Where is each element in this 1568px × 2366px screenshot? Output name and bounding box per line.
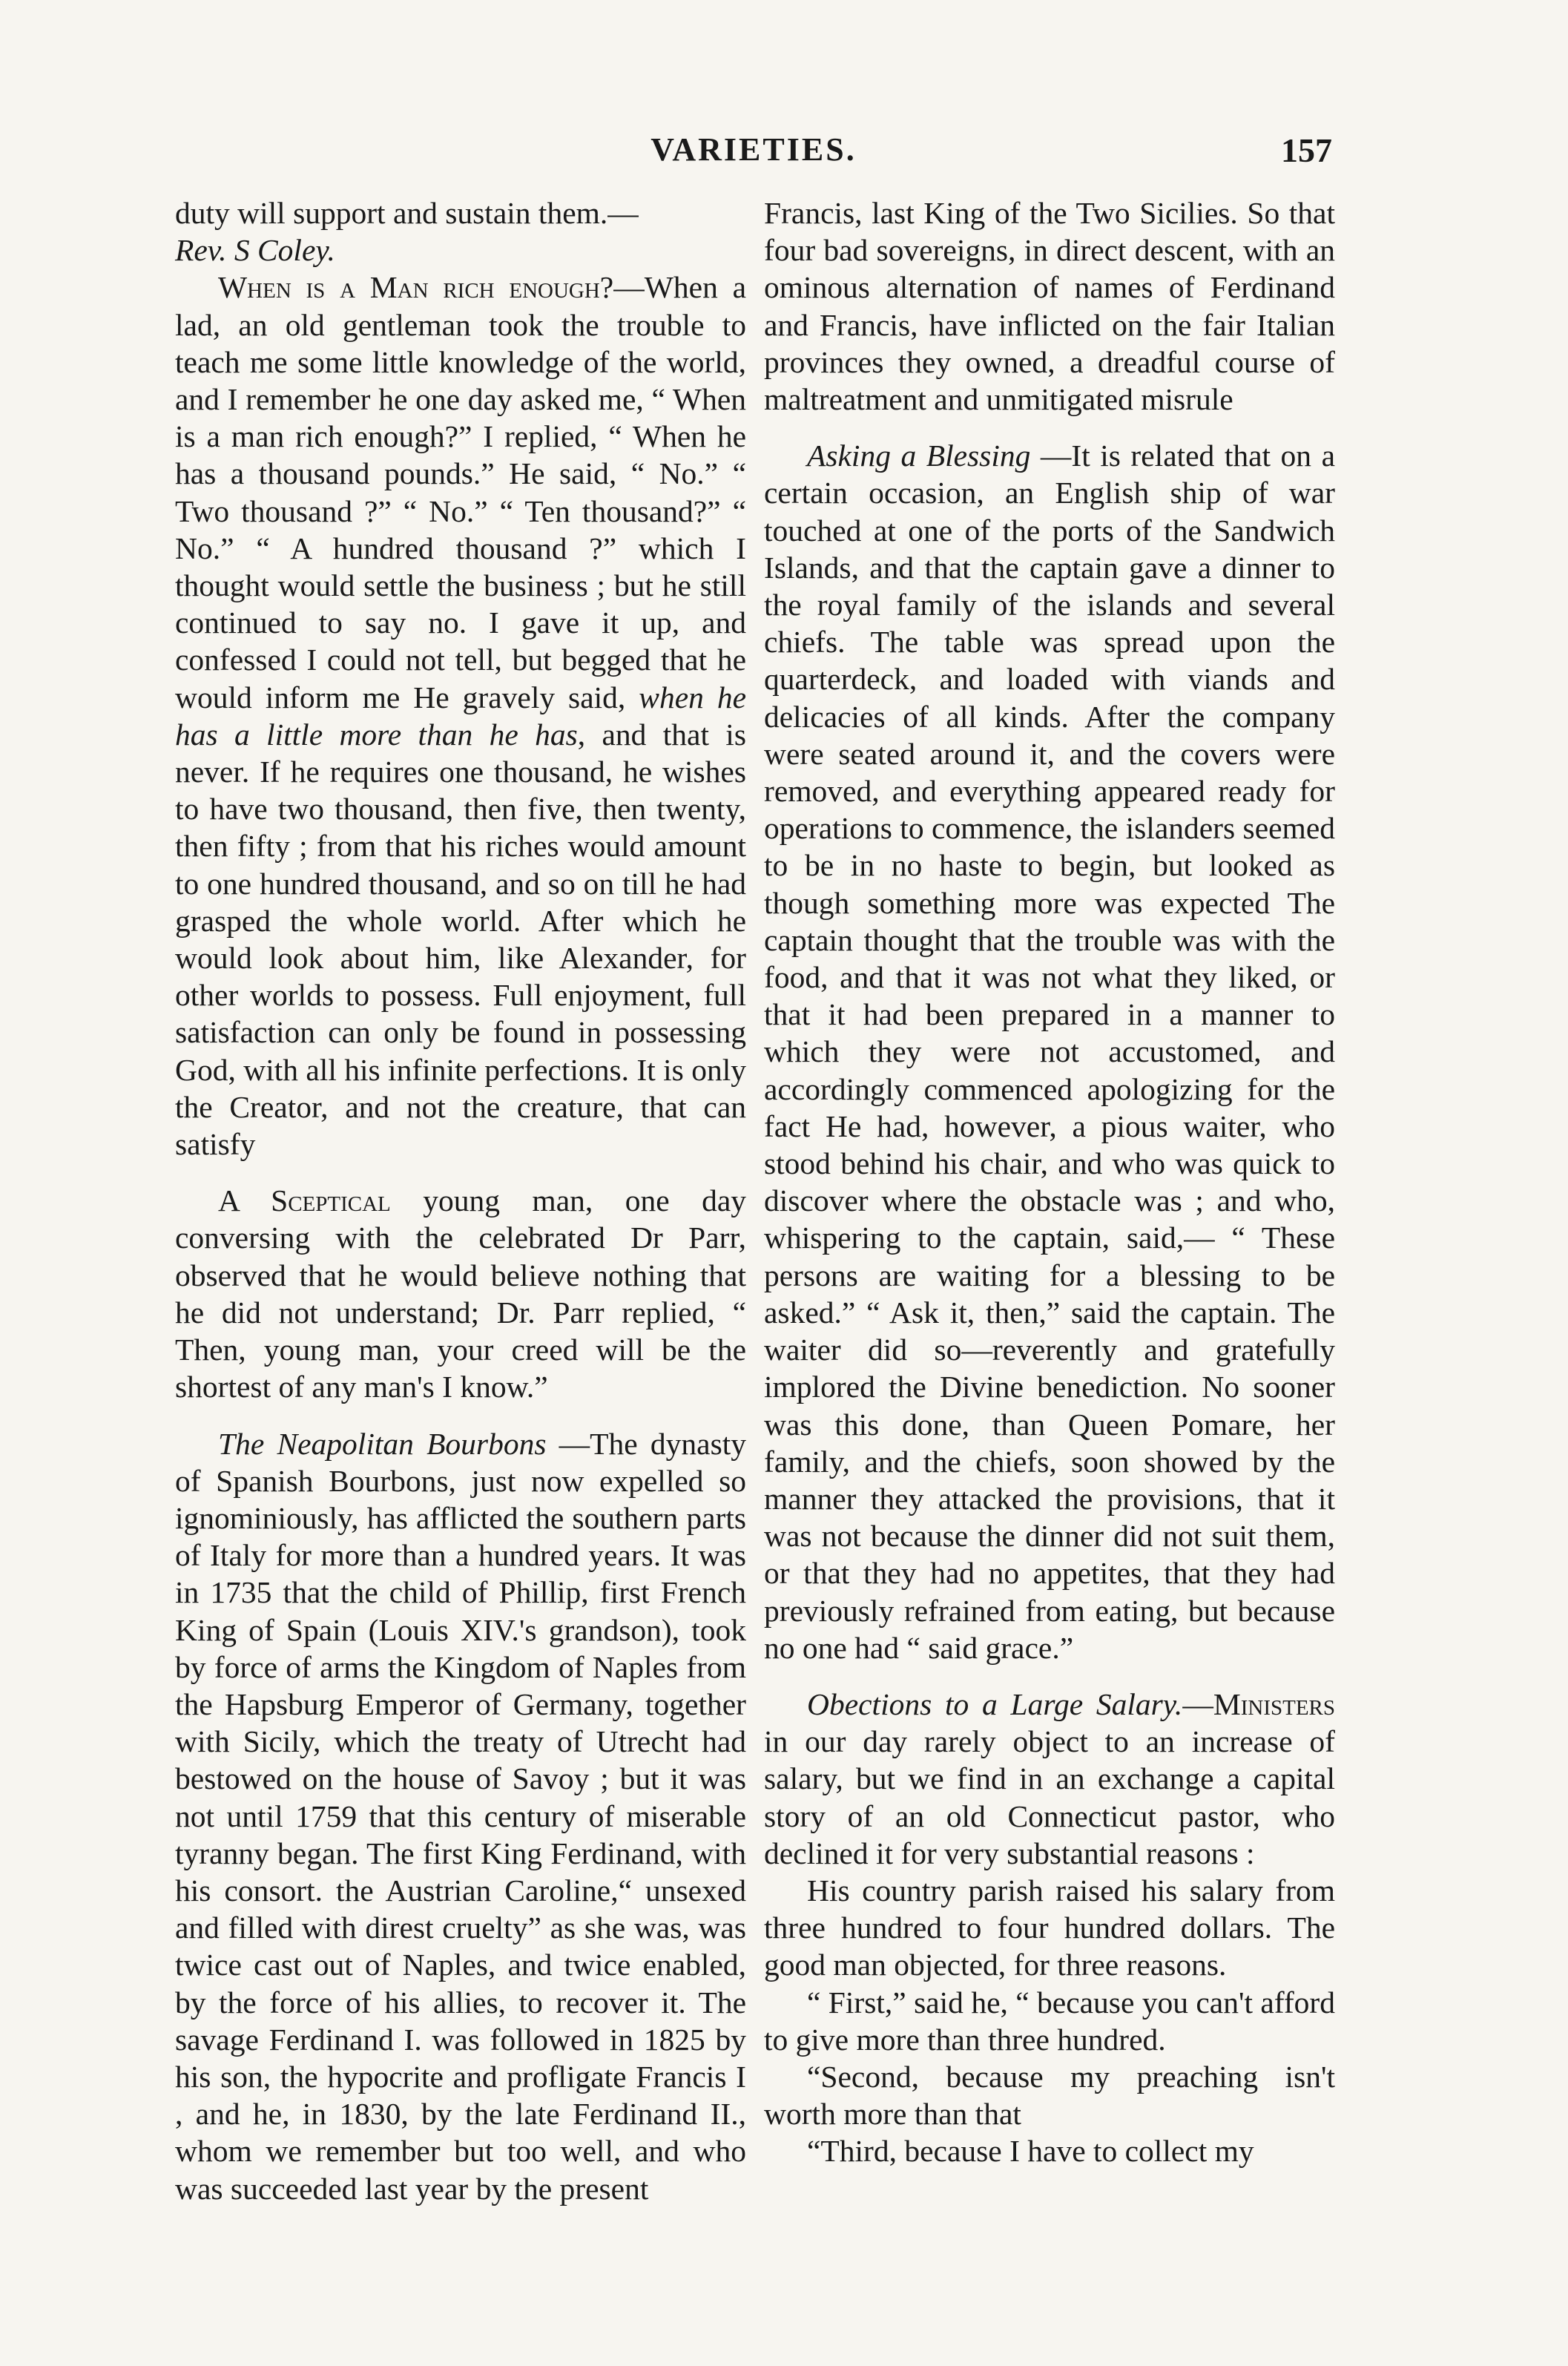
article-ending-text: duty will support and sustain them.— [175, 196, 639, 230]
article-heading: Asking a Blessing [807, 438, 1031, 473]
article-emphasis: when he has a little more than he has [175, 680, 747, 752]
article-heading-smallcaps: —Ministers [1182, 1686, 1335, 1721]
article-paragraph: “Third, because I have to collect my [807, 2134, 1254, 2169]
article-text: , and that is never. If he requires one thousand, he wishes to have two thousand, then five, then twenty, then fifty ; from that his riches would amount to one hundred thousand, and so on till he had grasped the whole world. After which he would look about him, like Alexander, for other worlds to possess. Full enjoyment, full satisfaction can only be found in possessing God, with all his infinite perfections. It is only the Creator, and not the creature, that can satisfy [175, 717, 746, 1162]
article-rich-enough [175, 269, 746, 1163]
article-text: young man, one day conversing with the celebrated Dr Parr, observed that he would believe nothing that he did not understand; Dr. Parr replied, “ Then, young man, your creed will be the shortest of any man's I know.” [175, 1183, 746, 1404]
article-paragraph: “ First,” said he, “ because you can't afford to give more than three hundred. [764, 1985, 1335, 2057]
article-text: —The dynasty of Spanish Bourbons, just now expelled so ignominiously, has afflicted the southern parts of Italy for more than a hundred years. It was in 1735 that the child of Phillip, first French King of Spain (Louis XIV.'s grandson), took by force of arms the Kingdom of Naples from the Hapsburg Emperor of Germany, together with Sicily, which the treaty of Utrecht had bestowed on the house of Savoy ; but it was not until 1759 that this century of miserable tyranny began. The first King Ferdinand, with his consort. the Austrian Caroline,“ unsexed and filled with direst cruelty” as she was, was twice cast out of Naples, and twice enabled, by the force of his allies, to recover it. The savage Ferdinand I. was followed in 1825 by his son, the hypocrite and profligate Francis I , and he, in 1830, by the late Ferdinand II., whom we remember but too well, and who was succeeded last year by the present [175, 1426, 746, 2206]
article-continuation: Francis, last King of the Two Sicilies. So that four bad sovereigns, in direct descent, with an ominous alternation of names of Ferdinand and Francis, have inflicted on the fair Italian provinces they owned, a dreadful course of maltreatment and unmitigated misrule [764, 196, 1335, 417]
page-number: 157 [1281, 131, 1332, 169]
left-column [175, 194, 746, 2207]
right-column [764, 194, 1335, 2170]
article-heading: When is a Man rich enough? [218, 270, 614, 305]
article-paragraph: His country parish raised his salary from three hundred to four hundred dollars. The good man objected, for three reasons. [764, 1873, 1335, 1982]
article-large-salary [764, 1686, 1335, 1872]
article-paragraph: “Second, because my preaching isn't worth more than that [764, 2059, 1335, 2132]
article-neapolitan-bourbons [175, 1425, 746, 2207]
article-ending [175, 194, 746, 269]
article-asking-blessing [764, 437, 1335, 1666]
page-header [175, 131, 1332, 175]
article-sceptical [175, 1182, 746, 1405]
running-title: VARIETIES. [650, 131, 857, 168]
article-text: —It is related that on a certain occasion, an English ship of war touched at one of the ports of the Sandwich Islands, and that the captain gave a dinner to the royal family of the islands and several chiefs. The table was spread upon the quarterdeck, and loaded with viands and delicacies of all kinds. After the company were seated around it, and the covers were removed, and everything appeared ready for operations to commence, the islanders seemed to be in no haste to begin, but looked as though something more was expected The captain thought that the trouble was with the food, and that it was not what they liked, or that it had been prepared in a manner to which they were not accustomed, and accordingly commenced apologizing for the fact He had, however, a pious waiter, who stood behind his chair, and who was quick to discover where the obstacle was ; and who, whispering to the captain, said,— “ These persons are waiting for a blessing to be asked.” “ Ask it, then,” said the captain. The waiter did so—reverently and gratefully implored the Divine benediction. No sooner was this done, than Queen Pomare, her family, and the chiefs, soon showed by the manner they attacked the provisions, that it was not because the dinner did not suit them, or that they had no appetites, that they had previously refrained from eating, but because no one had “ said grace.” [764, 438, 1335, 1665]
article-heading: A Sceptical [218, 1183, 391, 1218]
article-heading: The Neapolitan Bourbons [218, 1426, 547, 1461]
article-text: in our day rarely object to an increase of salary, but we find in an exchange a capital story of an old Connecticut pastor, who declined it for very substantial reasons : [764, 1724, 1335, 1870]
article-text: —When a lad, an old gentleman took the trouble to teach me some little knowledge of the world, and I remember he one day asked me, “ When is a man rich enough?” I replied, “ When he has a thousand pounds.” He said, “ No.” “ Two thousand ?” “ No.” “ Ten thousand?” “ No.” “ A hundred thousand ?” which I thought would settle the business ; but he still continued to say no. I gave it up, and confessed I could not tell, but begged that he would inform me He gravely said, [175, 270, 747, 714]
article-author: Rev. S Coley. [175, 233, 335, 268]
article-heading: Obections to a Large Salary. [807, 1686, 1183, 1721]
